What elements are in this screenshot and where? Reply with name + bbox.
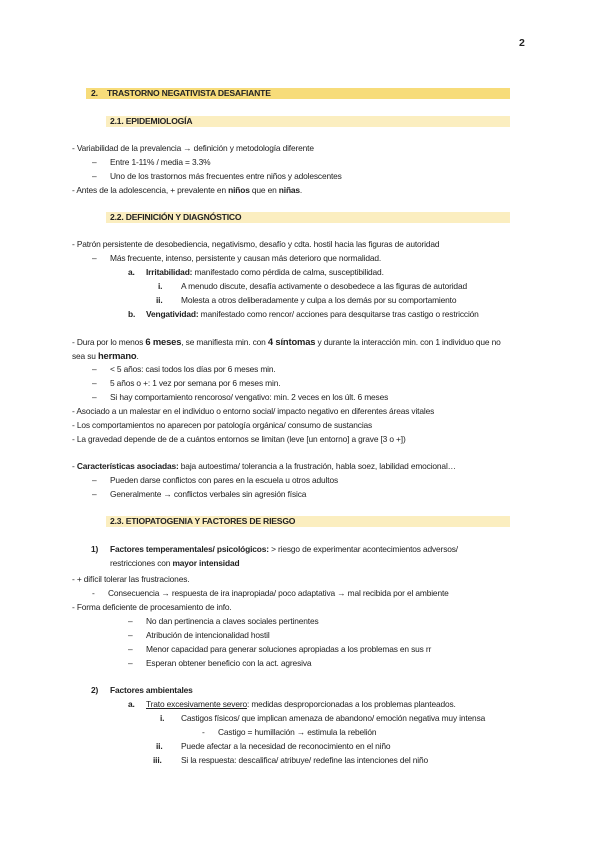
- dash-bullet: –: [92, 364, 97, 374]
- text-line: - Asociado a un malestar en el individuo o entorno social/ impacto negativo en diferentes áreas vitales: [72, 406, 435, 416]
- text-line: - + difícil tolerar las frustraciones.: [72, 574, 190, 584]
- dash-bullet: –: [128, 630, 133, 640]
- text-line: - Patrón persistente de desobediencia, negativismo, desafío y cdta. hostil hacia las figuras de autoridad: [72, 239, 440, 249]
- list-marker: a.: [128, 267, 135, 277]
- text-line: Si la respuesta: descalifica/ atribuye/ redefine las intenciones del niño: [181, 755, 428, 765]
- text-line: Puede afectar a la necesidad de reconocimiento en el niño: [181, 741, 391, 751]
- page-number: 2: [519, 37, 525, 49]
- dash-bullet: -: [202, 727, 205, 737]
- dash-bullet: –: [128, 616, 133, 626]
- list-marker: b.: [128, 309, 136, 319]
- text-line: 5 años o +: 1 vez por semana por 6 meses min.: [110, 378, 281, 388]
- text-line: Irritabilidad: manifestado como pérdida de calma, susceptibilidad.: [146, 267, 384, 277]
- section-title: TRASTORNO NEGATIVISTA DESAFIANTE: [107, 88, 271, 98]
- dash-bullet: –: [92, 475, 97, 485]
- text-line: Pueden darse conflictos con pares en la escuela u otros adultos: [110, 475, 338, 485]
- text-line: Castigos físicos/ que implican amenaza de abandono/ emoción negativa muy intensa: [181, 713, 486, 723]
- text-line: sea su hermano.: [72, 350, 139, 361]
- text-line: Si hay comportamiento rencoroso/ vengativo: min. 2 veces en los últ. 6 meses: [110, 392, 389, 402]
- text-line: Generalmente → conflictos verbales sin agresión física: [110, 489, 307, 499]
- text-line: Vengatividad: manifestado como rencor/ acciones para desquitarse tras castigo o restricción: [146, 309, 479, 319]
- list-marker: ii.: [156, 741, 163, 751]
- text-line: - La gravedad depende de de a cuántos entornos se limitan (leve [un entorno] a grave [3 o +]): [72, 434, 406, 444]
- dash-bullet: –: [92, 392, 97, 402]
- text-line: - Dura por lo menos 6 meses, se manifiesta min. con 4 síntomas y durante la interacción min. con 1 individuo que no: [72, 336, 501, 347]
- text-line: - Características asociadas: baja autoestima/ tolerancia a la frustración, habla soez, labilidad emocional…: [72, 461, 456, 471]
- text-line: No dan pertinencia a claves sociales pertinentes: [146, 616, 319, 626]
- dash-bullet: –: [128, 644, 133, 654]
- dash-bullet: –: [92, 171, 97, 181]
- text-line: restricciones con mayor intensidad: [110, 558, 240, 568]
- text-line: - Antes de la adolescencia, + prevalente en niños que en niñas.: [72, 185, 303, 195]
- text-line: Más frecuente, intenso, persistente y causan más deterioro que normalidad.: [110, 253, 382, 263]
- text-line: - Variabilidad de la prevalencia → definición y metodología diferente: [72, 143, 314, 153]
- list-marker: 2): [91, 685, 99, 695]
- list-marker: 1): [91, 544, 99, 554]
- text-line: Menor capacidad para generar soluciones apropiadas a los problemas en sus rr: [146, 644, 432, 654]
- text-line: Molesta a otros deliberadamente y culpa a los demás por su comportamiento: [181, 295, 457, 305]
- dash-bullet: –: [92, 378, 97, 388]
- text-line: Castigo = humillación → estimula la rebelión: [218, 727, 377, 737]
- text-line: Factores temperamentales/ psicológicos: > riesgo de experimentar acontecimientos adversos/: [110, 544, 458, 554]
- text-line: Uno de los trastornos más frecuentes entre niños y adolescentes: [110, 171, 342, 181]
- list-marker: i.: [160, 713, 165, 723]
- text-line: < 5 años: casi todos los días por 6 meses min.: [110, 364, 276, 374]
- list-marker: a.: [128, 699, 135, 709]
- text-line: Esperan obtener beneficio con la act. agresiva: [146, 658, 312, 668]
- section-number: 2.: [91, 88, 98, 98]
- list-marker: i.: [158, 281, 163, 291]
- dash-bullet: –: [92, 489, 97, 499]
- dash-bullet: –: [92, 253, 97, 263]
- subsection-title-etiopatogenia: 2.3. ETIOPATOGENIA Y FACTORES DE RIESGO: [110, 516, 296, 526]
- text-line: Entre 1-11% / media = 3.3%: [110, 157, 211, 167]
- list-marker: iii.: [153, 755, 162, 765]
- text-line: Factores ambientales: [110, 685, 193, 695]
- dash-bullet: -: [92, 588, 95, 598]
- text-line: Atribución de intencionalidad hostil: [146, 630, 270, 640]
- subsection-title-definicion: 2.2. DEFINICIÓN Y DIAGNÓSTICO: [110, 212, 242, 222]
- list-marker: ii.: [156, 295, 163, 305]
- text-line: Consecuencia → respuesta de ira inapropiada/ poco adaptativa → mal recibida por el ambiente: [108, 588, 449, 598]
- text-line: A menudo discute, desafía activamente o desobedece a las figuras de autoridad: [181, 281, 467, 291]
- text-line: Trato excesivamente severo: medidas desproporcionadas a los problemas planteados.: [146, 699, 456, 709]
- text-line: - Los comportamientos no aparecen por patología orgánica/ consumo de sustancias: [72, 420, 373, 430]
- dash-bullet: –: [128, 658, 133, 668]
- dash-bullet: –: [92, 157, 97, 167]
- text-line: - Forma deficiente de procesamiento de info.: [72, 602, 232, 612]
- subsection-title-epidemiologia: 2.1. EPIDEMIOLOGÍA: [110, 116, 193, 126]
